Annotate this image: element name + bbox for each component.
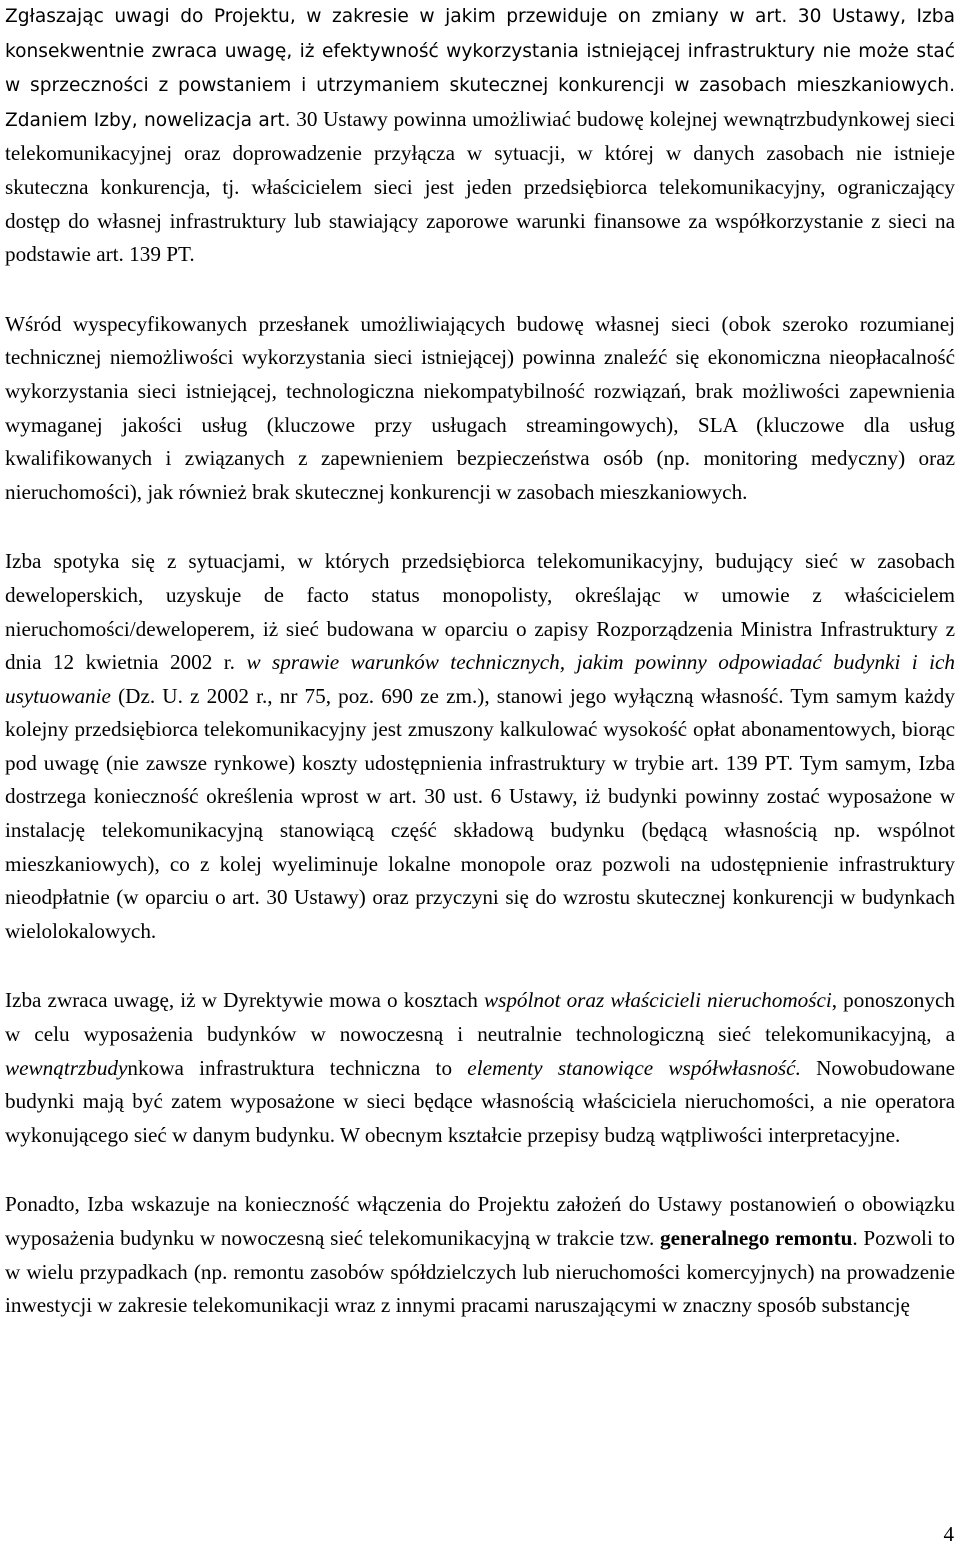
paragraph-przeslanki: Wśród wyspecyfikowanych przesłanek umożliwiających budowę własnej sieci (obok szeroko rozumianej technicznej niemożliwości wykorzystania sieci istniejącej) powinna znaleźć się ekonomiczna nieopłacalność wykorzystania sieci istniejącej, technologiczna niekompatybilność rozwiązań, brak możliwości zapewnienia wymaganej jakości usług (kluczowe przy usługach streamingowych), SLA (kluczowe dla usług kwalifikowanych i związanych z zapewnieniem bezpieczeństwa osób (np. monitoring medyczny) oraz nieruchomości), jak również brak skutecznej konkurencji w zasobach mieszkaniowych. [5,311,955,504]
italic-phrase: elementy stanowiące współwłasność. [467,1055,801,1080]
paragraph-ustawa-art30 [5,0,955,272]
document-page [5,0,955,1323]
regulation-title-italic: w sprawie warunków technicznych, jakim powinny odpowiadać budynki i ich usytuowanie [5,650,955,708]
page-number: 4 [943,1522,954,1546]
paragraph-segment: Izba zwraca uwagę, iż w Dyrektywie mowa o kosztach [5,988,484,1013]
paragraph-segment: Ponadto, Izba wskazuje na konieczność włączenia do Projektu założeń do Ustawy postanowień o obowiązku wyposażenia budynku w nowoczesną sieć telekomunikacyjną w trakcie tzw. [5,1192,955,1250]
paragraph-segment: nkowa infrastruktura techniczna to [127,1055,468,1080]
paragraph-segment: Izba spotyka się z sytuacjami, w których przedsiębiorca telekomunikacyjny, budujący sieć w zasobach deweloperskich, uzyskuje de facto status monopolisty, określając w umowie z właścicielem nieruchomości/deweloperem, iż sieć budowana w oparciu o zapisy Rozporządzenia Ministra Infrastruktury z dnia 12 kwietnia 2002 r. [5,549,955,675]
italic-phrase: wspólnot oraz właścicieli nieruchomości [483,988,832,1013]
italic-phrase: wewnątrzbudy [5,1055,128,1080]
paragraph-segment: Zgłaszając uwagi do Projektu, w zakresie w jakim przewiduje on zmiany w art. 30 Ustawy, Izba konsekwentnie zwraca uwagę, iż efektywność wykorzystania istniejącej infrastruktury nie może stać w sprzeczności z powstaniem i utrzymaniem skutecznej konkurencji w zasobach mieszkaniowych. Zdaniem Izby, nowelizacja art. [5,6,955,131]
paragraph-segment: 30 Ustawy powinna umożliwiać budowę kolejnej wewnątrzbudynkowej sieci telekomunikacyjnej oraz doprowadzenie przyłącza w sytuacji, w której w danych zasobach nie istnieje skuteczna konkurencja, tj. właścicielem sieci jest jeden przedsiębiorca telekomunikacyjny, ograniczający dostęp do własnej infrastruktury lub stawiający zaporowe warunki finansowe za współkorzystanie z sieci na podstawie art. 139 PT. [5,106,955,267]
paragraph-generalny-remont [5,1188,955,1322]
paragraph-dyrektywa [5,984,955,1152]
paragraph-segment: , ponoszonych w celu wyposażenia budynków w nowoczesną i neutralnie technologiczną sieć telekomunikacyjną, a [5,988,955,1047]
paragraph-segment: . Pozwoli to w wielu przypadkach (np. remontu zasobów spółdzielczych lub nieruchomości komercyjnych) na prowadzenie inwestycji w zakresie telekomunikacji wraz z innymi pracami naruszającymi w znaczny sposób substancję [5,1226,955,1318]
paragraph-segment: (Dz. U. z 2002 r., nr 75, poz. 690 ze zm.), stanowi jego wyłączną własność. Tym samym każdy kolejny przedsiębiorca telekomunikacyjny jest zmuszony kalkulować wysokość opłat abonamentowych, biorąc pod uwagę (nie zawsze rynkowe) koszty udostępnienia infrastruktury w trybie art. 139 PT. Tym samym, Izba dostrzega konieczność określenia wprost w art. 30 ust. 6 Ustawy, iż budynki powinny zostać wyposażone w instalację telekomunikacyjną stanowiącą część składową budynku (będącą własnością np. wspólnot mieszkaniowych), co z kolej wyeliminuje lokalne monopole oraz pozwoli na udostępnienie infrastruktury nieodpłatnie (w oparciu o art. 30 Ustawy) oraz przyczyni się do wzrostu skutecznej konkurencji w budynkach wielolokalowych. [5,683,955,943]
bold-phrase: generalnego remontu [660,1226,853,1250]
paragraph-segment: Nowobudowane budynki mają być zatem wyposażone w sieci będące własnością właściciela nieruchomości, a nie operatora wykonującego sieć w danym budynku. W obecnym kształcie przepisy budzą wątpliwości interpretacyjne. [5,1055,955,1147]
paragraph-monopol-deweloperski [5,545,955,948]
